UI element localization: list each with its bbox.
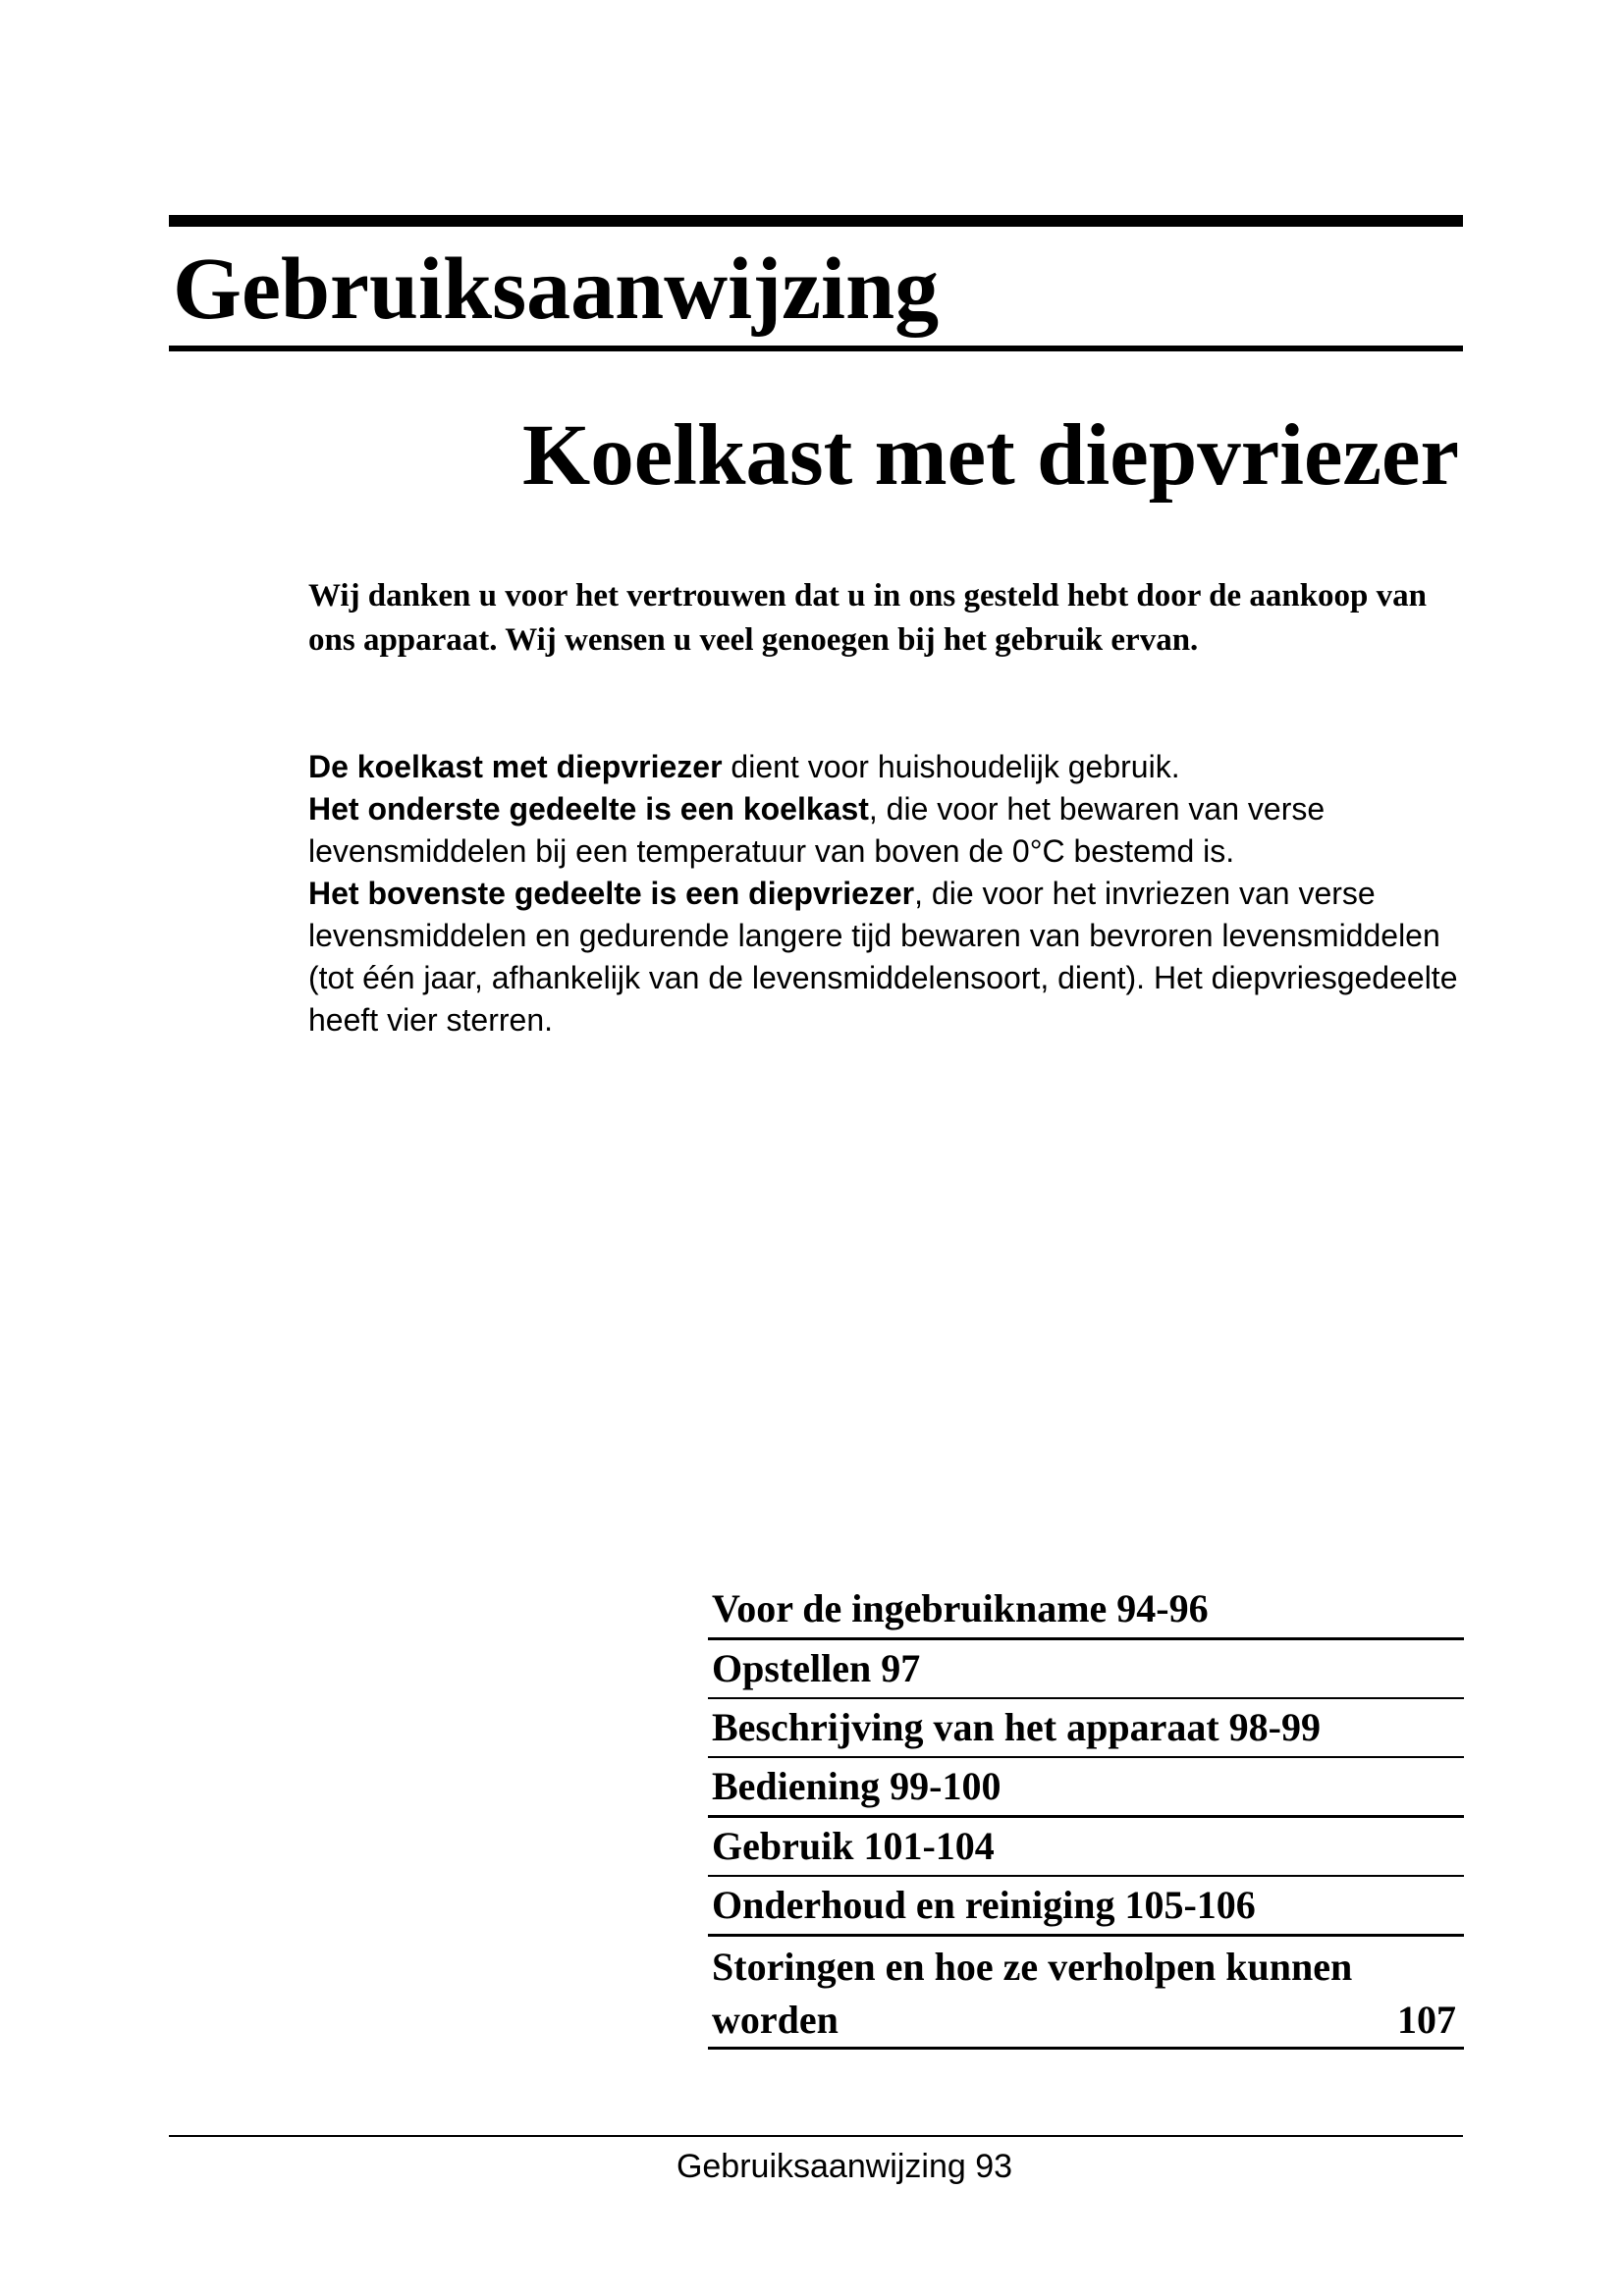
toc-item-storingen-line2: worden — [712, 1998, 839, 2042]
document-title: Gebruiksaanwijzing — [173, 240, 940, 338]
toc-item-bediening[interactable]: Bediening 99-100 — [708, 1758, 1464, 1818]
intro-paragraph-2 — [308, 788, 1467, 873]
toc-item-beschrijving[interactable]: Beschrijving van het apparaat 98-99 — [708, 1699, 1464, 1758]
toc-item-storingen-page: 107 — [1397, 1998, 1456, 2042]
intro-body — [308, 746, 1467, 1041]
page-footer: Gebruiksaanwijzing 93 — [676, 2148, 1013, 2185]
title-rule — [169, 346, 1463, 351]
intro-paragraph-3-text: , die voor het invriezen van verse levensmiddelen en gedurende langere tijd bewaren van bevroren levensmiddelen (tot één jaar, afhankelijk van de levensmiddelensoort, dient). Het diepvriesgedeelte heeft vier sterren. — [308, 876, 1458, 1038]
intro-paragraph-3-bold: Het bovenste gedeelte is een diepvriezer — [308, 876, 915, 911]
intro-paragraph-2-text: , die voor het bewaren van verse levensmiddelen bij een temperatuur van boven de 0°C bestemd is. — [308, 791, 1326, 869]
intro-paragraph-2-bold: Het onderste gedeelte is een koelkast — [308, 791, 869, 827]
footer-rule — [169, 2135, 1463, 2137]
intro-paragraph-1-text: dient voor huishoudelijk gebruik. — [722, 749, 1180, 784]
toc-item-storingen[interactable] — [708, 1937, 1464, 2050]
intro-paragraph-1-bold: De koelkast met diepvriezer — [308, 749, 723, 784]
toc-item-onderhoud[interactable]: Onderhoud en reiniging 105-106 — [708, 1877, 1464, 1937]
thank-you-paragraph: Wij danken u voor het vertrouwen dat u in ons gesteld hebt door de aankoop van ons apparaat. Wij wensen u veel genoegen bij het gebruik ervan. — [308, 578, 1427, 658]
toc-item-opstellen[interactable]: Opstellen 97 — [708, 1640, 1464, 1699]
top-rule — [169, 215, 1463, 227]
toc-item-voor-de-ingebruikname[interactable]: Voor de ingebruikname 94-96 — [708, 1580, 1464, 1640]
intro-paragraph-1 — [308, 746, 1467, 788]
toc-item-gebruik[interactable]: Gebruik 101-104 — [708, 1818, 1464, 1877]
document-subtitle: Koelkast met diepvriezer — [522, 407, 1459, 504]
toc-item-storingen-line1: Storingen en hoe ze verholpen kunnen — [712, 1945, 1353, 1989]
table-of-contents — [708, 1580, 1464, 2050]
intro-paragraph-3 — [308, 873, 1467, 1041]
